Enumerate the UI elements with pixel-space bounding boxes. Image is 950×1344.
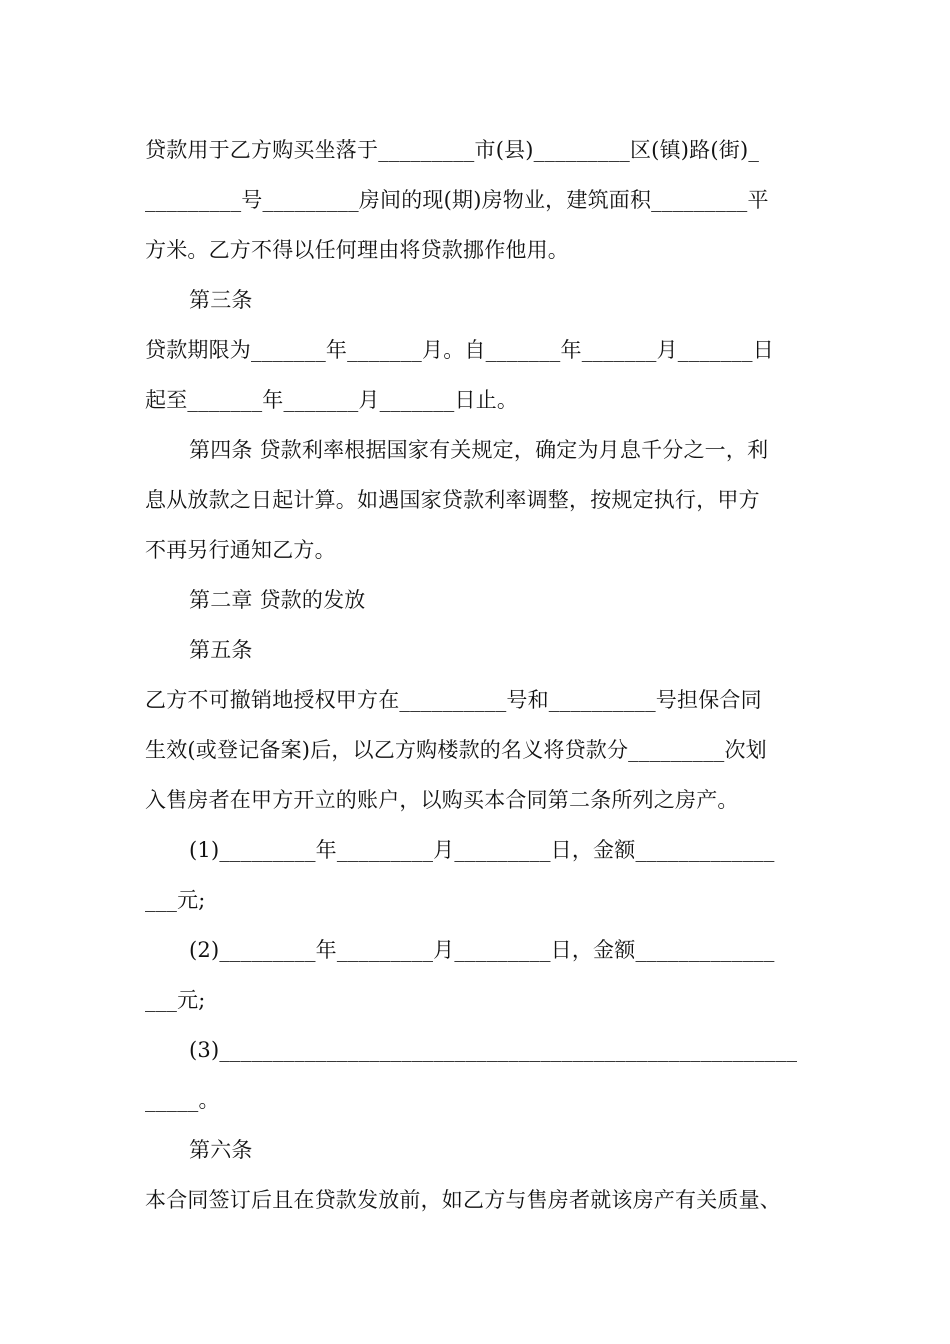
paragraph-line: 第四条 贷款利率根据国家有关规定，确定为月息千分之一，利 xyxy=(189,438,769,462)
list-item-line: (3)______________________________________________________ xyxy=(189,1038,798,1062)
paragraph-line: 贷款期限为_______年_______月。自_______年_______月_______日 xyxy=(145,338,774,362)
paragraph-line: 息从放款之日起计算。如遇国家贷款利率调整，按规定执行，甲方 xyxy=(145,488,760,512)
paragraph-line: 本合同签订后且在贷款发放前，如乙方与售房者就该房产有关质量、 xyxy=(145,1188,781,1212)
list-item-line: (1)_________年_________月_________日，金额_____________ xyxy=(189,838,775,862)
article-heading: 第六条 xyxy=(189,1138,253,1162)
paragraph-line: 不再另行通知乙方。 xyxy=(145,538,336,562)
article-heading: 第五条 xyxy=(189,638,253,662)
paragraph-line: 贷款用于乙方购买坐落于_________市(县)_________区(镇)路(街)_ xyxy=(145,138,760,162)
paragraph-line: _________号_________房间的现(期)房物业，建筑面积_________平 xyxy=(145,188,769,212)
list-item-line: ___元; xyxy=(145,888,206,912)
paragraph-line: 起至_______年_______月_______日止。 xyxy=(145,388,519,412)
article-heading: 第三条 xyxy=(189,288,253,312)
list-item-line: ___元; xyxy=(145,988,206,1012)
chapter-heading: 第二章 贷款的发放 xyxy=(189,588,366,612)
paragraph-line: 乙方不可撤销地授权甲方在__________号和__________号担保合同 xyxy=(145,688,762,712)
paragraph-line: 方米。乙方不得以任何理由将贷款挪作他用。 xyxy=(145,238,569,262)
paragraph-line: 生效(或登记备案)后，以乙方购楼款的名义将贷款分_________次划 xyxy=(145,738,767,762)
list-item-line: (2)_________年_________月_________日，金额_____________ xyxy=(189,938,775,962)
list-item-line: _____。 xyxy=(145,1088,220,1112)
paragraph-line: 入售房者在甲方开立的账户，以购买本合同第二条所列之房产。 xyxy=(145,788,739,812)
